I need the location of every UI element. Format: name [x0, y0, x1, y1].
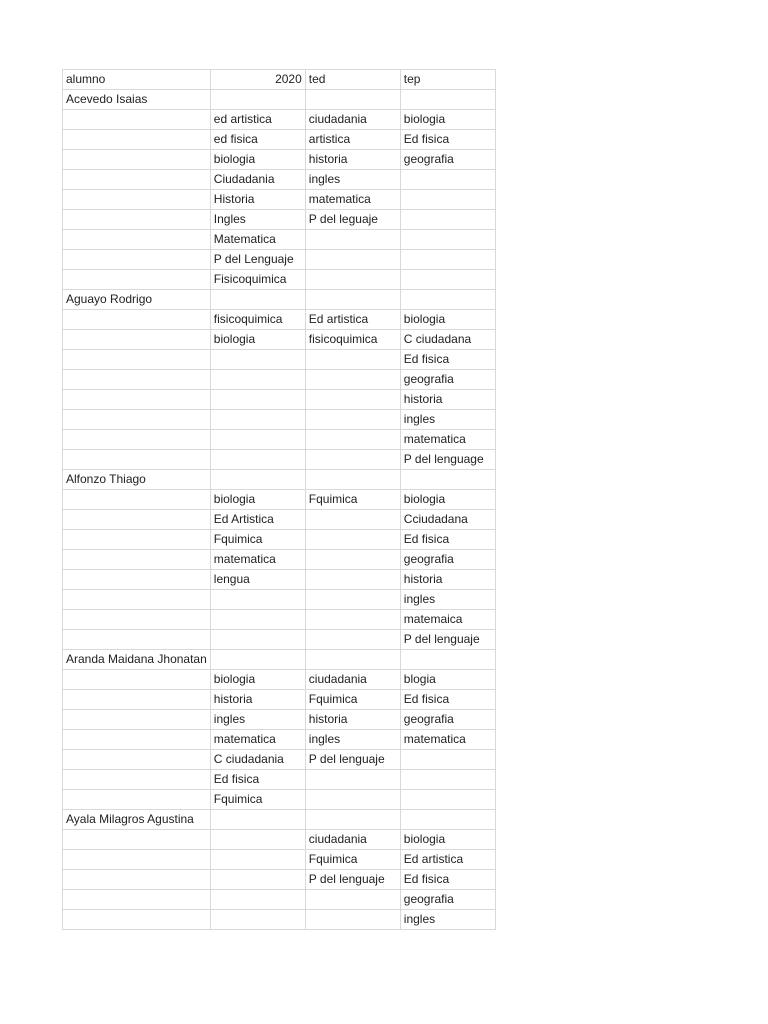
cell-ted[interactable] — [305, 590, 400, 610]
cell-tep[interactable]: geografia — [400, 550, 495, 570]
cell-alumno[interactable] — [63, 570, 211, 590]
cell-tep[interactable]: ingles — [400, 590, 495, 610]
table-row — [63, 650, 496, 670]
table-row — [63, 270, 496, 290]
table-row — [63, 610, 496, 630]
cell-alumno[interactable] — [63, 910, 211, 930]
table-row — [63, 490, 496, 510]
cell-year-2020[interactable]: biologia — [210, 490, 305, 510]
cell-tep[interactable]: P del lenguaje — [400, 630, 495, 650]
cell-year-2020[interactable]: Ed Artistica — [210, 510, 305, 530]
cell-alumno[interactable] — [63, 410, 211, 430]
cell-year-2020[interactable] — [210, 850, 305, 870]
cell-ted[interactable]: historia — [305, 150, 400, 170]
cell-tep[interactable]: biologia — [400, 490, 495, 510]
table-row — [63, 590, 496, 610]
cell-year-2020[interactable]: historia — [210, 690, 305, 710]
cell-alumno[interactable] — [63, 130, 211, 150]
cell-tep[interactable]: matemaica — [400, 610, 495, 630]
cell-tep[interactable] — [400, 210, 495, 230]
cell-alumno[interactable] — [63, 690, 211, 710]
cell-ted[interactable] — [305, 610, 400, 630]
table-row — [63, 330, 496, 350]
cell-alumno[interactable] — [63, 370, 211, 390]
cell-ted[interactable] — [305, 470, 400, 490]
table-row — [63, 910, 496, 930]
table-row — [63, 290, 496, 310]
table-row — [63, 430, 496, 450]
cell-tep[interactable] — [400, 650, 495, 670]
cell-year-2020[interactable] — [210, 450, 305, 470]
cell-ted[interactable] — [305, 270, 400, 290]
table-row — [63, 570, 496, 590]
cell-tep[interactable]: biologia — [400, 310, 495, 330]
cell-year-2020[interactable] — [210, 430, 305, 450]
cell-tep[interactable] — [400, 250, 495, 270]
cell-ted[interactable] — [305, 250, 400, 270]
cell-ted[interactable] — [305, 650, 400, 670]
cell-year-2020[interactable]: C ciudadania — [210, 750, 305, 770]
cell-ted[interactable]: ciudadania — [305, 670, 400, 690]
cell-year-2020[interactable]: lengua — [210, 570, 305, 590]
cell-ted[interactable]: fisicoquimica — [305, 330, 400, 350]
cell-year-2020[interactable]: ingles — [210, 710, 305, 730]
cell-alumno[interactable] — [63, 330, 211, 350]
cell-alumno[interactable] — [63, 230, 211, 250]
cell-alumno[interactable]: Acevedo Isaias — [63, 90, 211, 110]
cell-year-2020[interactable] — [210, 630, 305, 650]
cell-year-2020[interactable]: matematica — [210, 730, 305, 750]
cell-alumno[interactable] — [63, 250, 211, 270]
table-row — [63, 90, 496, 110]
cell-ted[interactable] — [305, 890, 400, 910]
header-cell-year[interactable]: 2020 — [210, 70, 305, 90]
cell-tep[interactable]: Ed fisica — [400, 350, 495, 370]
cell-alumno[interactable] — [63, 450, 211, 470]
cell-ted[interactable]: Fquimica — [305, 690, 400, 710]
table-row — [63, 230, 496, 250]
table-row — [63, 750, 496, 770]
cell-year-2020[interactable] — [210, 370, 305, 390]
table-row — [63, 350, 496, 370]
cell-alumno[interactable] — [63, 890, 211, 910]
cell-ted[interactable]: matematica — [305, 190, 400, 210]
cell-tep[interactable]: biologia — [400, 110, 495, 130]
cell-alumno[interactable] — [63, 850, 211, 870]
cell-year-2020[interactable] — [210, 470, 305, 490]
table-row — [63, 670, 496, 690]
cell-tep[interactable] — [400, 290, 495, 310]
table-row — [63, 550, 496, 570]
cell-alumno[interactable] — [63, 750, 211, 770]
cell-tep[interactable]: C ciudadana — [400, 330, 495, 350]
table-row — [63, 390, 496, 410]
cell-ted[interactable] — [305, 910, 400, 930]
cell-year-2020[interactable]: matematica — [210, 550, 305, 570]
cell-alumno[interactable] — [63, 150, 211, 170]
cell-year-2020[interactable]: biologia — [210, 670, 305, 690]
cell-year-2020[interactable]: biologia — [210, 150, 305, 170]
table-row — [63, 630, 496, 650]
cell-year-2020[interactable]: Ciudadania — [210, 170, 305, 190]
cell-ted[interactable] — [305, 370, 400, 390]
cell-tep[interactable] — [400, 470, 495, 490]
header-cell-tep[interactable]: tep — [400, 70, 495, 90]
cell-year-2020[interactable]: Fquimica — [210, 530, 305, 550]
cell-alumno[interactable] — [63, 770, 211, 790]
cell-year-2020[interactable]: Fquimica — [210, 790, 305, 810]
cell-year-2020[interactable] — [210, 890, 305, 910]
cell-tep[interactable]: geografia — [400, 150, 495, 170]
cell-year-2020[interactable] — [210, 910, 305, 930]
cell-year-2020[interactable]: Fisicoquimica — [210, 270, 305, 290]
cell-year-2020[interactable] — [210, 390, 305, 410]
cell-alumno[interactable] — [63, 590, 211, 610]
cell-year-2020[interactable]: P del Lenguaje — [210, 250, 305, 270]
cell-alumno[interactable] — [63, 870, 211, 890]
cell-year-2020[interactable] — [210, 290, 305, 310]
cell-ted[interactable] — [305, 550, 400, 570]
spreadsheet-body — [63, 70, 496, 930]
cell-alumno[interactable]: Aguayo Rodrigo — [63, 290, 211, 310]
cell-ted[interactable]: ingles — [305, 730, 400, 750]
cell-alumno[interactable] — [63, 610, 211, 630]
cell-year-2020[interactable]: ed artistica — [210, 110, 305, 130]
cell-ted[interactable]: historia — [305, 710, 400, 730]
table-row — [63, 150, 496, 170]
cell-tep[interactable]: Ed artistica — [400, 850, 495, 870]
cell-tep[interactable]: geografia — [400, 710, 495, 730]
table-row — [63, 530, 496, 550]
cell-ted[interactable] — [305, 790, 400, 810]
table-row — [63, 110, 496, 130]
cell-year-2020[interactable]: biologia — [210, 330, 305, 350]
cell-year-2020[interactable] — [210, 90, 305, 110]
cell-tep[interactable] — [400, 190, 495, 210]
cell-alumno[interactable] — [63, 350, 211, 370]
cell-ted[interactable] — [305, 530, 400, 550]
cell-tep[interactable]: Ed fisica — [400, 130, 495, 150]
cell-tep[interactable] — [400, 750, 495, 770]
cell-tep[interactable]: geografia — [400, 370, 495, 390]
table-row — [63, 370, 496, 390]
cell-alumno[interactable]: Alfonzo Thiago — [63, 470, 211, 490]
cell-year-2020[interactable]: fisicoquimica — [210, 310, 305, 330]
cell-year-2020[interactable] — [210, 870, 305, 890]
cell-alumno[interactable] — [63, 670, 211, 690]
cell-tep[interactable] — [400, 770, 495, 790]
cell-ted[interactable]: Fquimica — [305, 490, 400, 510]
cell-alumno[interactable]: Ayala Milagros Agustina — [63, 810, 211, 830]
table-row — [63, 130, 496, 150]
header-cell-alumno[interactable]: alumno — [63, 70, 211, 90]
cell-ted[interactable]: ingles — [305, 170, 400, 190]
cell-tep[interactable]: biologia — [400, 830, 495, 850]
cell-tep[interactable]: matematica — [400, 430, 495, 450]
table-row — [63, 310, 496, 330]
table-row — [63, 250, 496, 270]
cell-alumno[interactable] — [63, 170, 211, 190]
cell-year-2020[interactable]: ed fisica — [210, 130, 305, 150]
spreadsheet-table — [62, 69, 496, 930]
header-cell-ted[interactable]: ted — [305, 70, 400, 90]
cell-ted[interactable] — [305, 450, 400, 470]
cell-tep[interactable]: matematica — [400, 730, 495, 750]
cell-tep[interactable] — [400, 90, 495, 110]
cell-tep[interactable] — [400, 790, 495, 810]
cell-tep[interactable]: Ed fisica — [400, 530, 495, 550]
cell-ted[interactable] — [305, 290, 400, 310]
cell-ted[interactable] — [305, 90, 400, 110]
cell-alumno[interactable] — [63, 530, 211, 550]
cell-ted[interactable]: ciudadania — [305, 110, 400, 130]
cell-alumno[interactable] — [63, 310, 211, 330]
cell-alumno[interactable] — [63, 430, 211, 450]
table-row — [63, 210, 496, 230]
cell-alumno[interactable] — [63, 190, 211, 210]
cell-year-2020[interactable]: Matematica — [210, 230, 305, 250]
table-row — [63, 190, 496, 210]
cell-tep[interactable]: blogia — [400, 670, 495, 690]
cell-alumno[interactable] — [63, 490, 211, 510]
table-row — [63, 470, 496, 490]
cell-alumno[interactable] — [63, 730, 211, 750]
table-row — [63, 730, 496, 750]
cell-alumno[interactable] — [63, 270, 211, 290]
cell-tep[interactable]: ingles — [400, 410, 495, 430]
cell-tep[interactable] — [400, 810, 495, 830]
cell-tep[interactable]: Ed fisica — [400, 690, 495, 710]
cell-alumno[interactable] — [63, 210, 211, 230]
cell-ted[interactable] — [305, 810, 400, 830]
cell-alumno[interactable] — [63, 710, 211, 730]
cell-year-2020[interactable] — [210, 810, 305, 830]
cell-year-2020[interactable]: Ed fisica — [210, 770, 305, 790]
cell-year-2020[interactable] — [210, 350, 305, 370]
table-row — [63, 710, 496, 730]
cell-tep[interactable] — [400, 230, 495, 250]
table-row — [63, 850, 496, 870]
table-row — [63, 770, 496, 790]
cell-ted[interactable]: Fquimica — [305, 850, 400, 870]
cell-ted[interactable]: Ed artistica — [305, 310, 400, 330]
cell-year-2020[interactable]: Ingles — [210, 210, 305, 230]
cell-ted[interactable] — [305, 510, 400, 530]
cell-tep[interactable]: historia — [400, 390, 495, 410]
cell-alumno[interactable] — [63, 830, 211, 850]
cell-alumno[interactable] — [63, 110, 211, 130]
cell-ted[interactable]: P del lenguaje — [305, 750, 400, 770]
cell-year-2020[interactable] — [210, 650, 305, 670]
cell-tep[interactable]: Cciudadana — [400, 510, 495, 530]
cell-ted[interactable] — [305, 230, 400, 250]
cell-tep[interactable]: P del lenguage — [400, 450, 495, 470]
header-row — [63, 70, 496, 90]
table-row — [63, 830, 496, 850]
cell-tep[interactable]: ingles — [400, 910, 495, 930]
table-row — [63, 170, 496, 190]
cell-year-2020[interactable] — [210, 610, 305, 630]
cell-alumno[interactable] — [63, 550, 211, 570]
cell-ted[interactable]: P del lenguaje — [305, 870, 400, 890]
cell-ted[interactable]: ciudadania — [305, 830, 400, 850]
table-row — [63, 690, 496, 710]
cell-year-2020[interactable] — [210, 590, 305, 610]
table-row — [63, 810, 496, 830]
cell-ted[interactable] — [305, 430, 400, 450]
table-row — [63, 890, 496, 910]
cell-year-2020[interactable] — [210, 830, 305, 850]
cell-alumno[interactable] — [63, 630, 211, 650]
cell-tep[interactable] — [400, 170, 495, 190]
table-row — [63, 510, 496, 530]
cell-tep[interactable]: Ed fisica — [400, 870, 495, 890]
cell-tep[interactable]: geografia — [400, 890, 495, 910]
cell-ted[interactable] — [305, 410, 400, 430]
cell-alumno[interactable]: Aranda Maidana Jhonatan — [63, 650, 211, 670]
cell-ted[interactable] — [305, 390, 400, 410]
table-row — [63, 450, 496, 470]
table-row — [63, 870, 496, 890]
cell-year-2020[interactable] — [210, 410, 305, 430]
cell-ted[interactable] — [305, 350, 400, 370]
table-row — [63, 790, 496, 810]
cell-ted[interactable]: P del leguaje — [305, 210, 400, 230]
cell-ted[interactable]: artistica — [305, 130, 400, 150]
cell-tep[interactable]: historia — [400, 570, 495, 590]
cell-ted[interactable] — [305, 630, 400, 650]
cell-ted[interactable] — [305, 770, 400, 790]
cell-alumno[interactable] — [63, 790, 211, 810]
cell-ted[interactable] — [305, 570, 400, 590]
cell-year-2020[interactable]: Historia — [210, 190, 305, 210]
cell-alumno[interactable] — [63, 390, 211, 410]
cell-tep[interactable] — [400, 270, 495, 290]
cell-alumno[interactable] — [63, 510, 211, 530]
table-row — [63, 410, 496, 430]
